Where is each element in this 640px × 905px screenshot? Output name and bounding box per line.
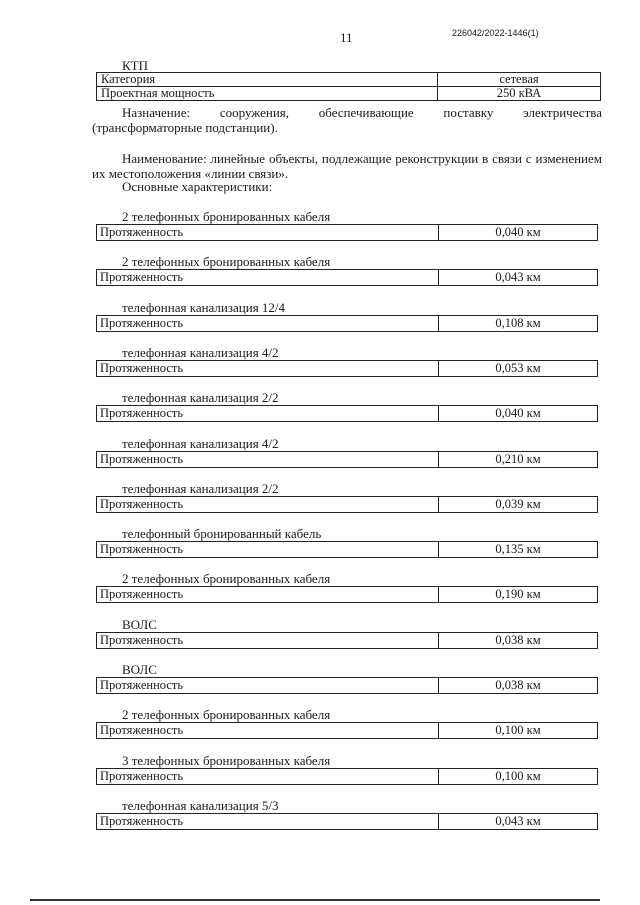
length-label: Протяженность <box>97 225 439 240</box>
item-title: телефонная канализация 2/2 <box>122 480 279 496</box>
item-title: телефонный бронированный кабель <box>122 526 322 542</box>
ktp-category-label: Категория <box>97 73 438 87</box>
table-row <box>96 269 598 286</box>
table-row <box>96 677 598 694</box>
length-value: 0,100 км <box>495 723 541 738</box>
length-value: 0,040 км <box>495 225 541 239</box>
ktp-power-label: Проектная мощность <box>97 87 438 101</box>
length-label: Протяженность <box>97 497 439 512</box>
item-title: 2 телефонных бронированных кабеля <box>122 571 331 587</box>
ktp-heading: КТП <box>122 58 148 73</box>
table-row <box>96 541 598 558</box>
document-id: 226042/2022-1446(1) <box>452 28 539 38</box>
table-row <box>96 496 598 513</box>
length-label: Протяженность <box>97 587 439 602</box>
table-row <box>96 360 598 377</box>
length-value: 0,040 км <box>495 406 541 421</box>
length-label: Протяженность <box>97 678 439 693</box>
length-label: Протяженность <box>97 633 439 648</box>
table-row <box>96 722 598 739</box>
item-title: 3 телефонных бронированных кабеля <box>122 752 331 768</box>
length-label: Протяженность <box>97 769 439 784</box>
table-row <box>96 315 598 332</box>
section-name <box>92 151 602 181</box>
length-value: 0,100 км <box>495 768 541 783</box>
item-title: ВОЛС <box>122 662 157 677</box>
ktp-category-value: сетевая <box>438 73 601 87</box>
ktp-purpose-text: Назначение: сооружения, обеспечивающие поставку электричества (трансформаторные подстанции). <box>92 105 602 135</box>
item-title: телефонная канализация 12/4 <box>122 299 286 315</box>
length-value: 0,135 км <box>495 542 541 557</box>
table-row <box>96 632 598 649</box>
item-title: ВОЛС <box>122 616 157 632</box>
length-label: Протяженность <box>97 316 439 331</box>
item-title: телефонная канализация 2/2 <box>122 390 279 406</box>
length-value: 0,108 км <box>495 315 541 330</box>
length-value: 0,210 км <box>495 451 541 466</box>
ktp-purpose <box>92 105 602 135</box>
page-number: 11 <box>340 30 353 45</box>
length-label: Протяженность <box>97 406 439 421</box>
length-label: Протяженность <box>97 270 439 285</box>
length-label: Протяженность <box>97 542 439 557</box>
footer-line <box>30 899 600 901</box>
item-title: телефонная канализация 4/2 <box>122 435 279 451</box>
item-title: 2 телефонных бронированных кабеля <box>122 707 331 723</box>
length-value: 0,039 км <box>495 496 541 511</box>
length-value: 0,190 км <box>495 587 541 602</box>
length-value: 0,043 км <box>495 270 541 285</box>
item-title: телефонная канализация 5/3 <box>122 797 279 813</box>
item-title: 2 телефонных бронированных кабеля <box>122 254 331 270</box>
length-value: 0,038 км <box>495 678 541 692</box>
table-row <box>97 73 601 87</box>
ktp-power-value: 250 кВА <box>438 87 601 101</box>
section-name-text: Наименование: линейные объекты, подлежащие реконструкции в связи с изменением их местоположения «линии связи». <box>92 151 602 181</box>
length-value: 0,038 км <box>495 632 541 647</box>
length-label: Протяженность <box>97 452 439 467</box>
table-row <box>96 813 598 830</box>
ktp-table <box>96 72 601 101</box>
length-value: 0,043 км <box>495 813 541 828</box>
length-label: Протяженность <box>97 814 439 829</box>
table-row <box>96 224 598 241</box>
table-row <box>96 405 598 422</box>
table-row <box>96 586 598 603</box>
table-row <box>96 768 598 785</box>
length-value: 0,053 км <box>495 360 541 375</box>
table-row <box>97 87 601 101</box>
item-title: телефонная канализация 4/2 <box>122 344 279 360</box>
characteristics-label: Основные характеристики: <box>122 179 273 194</box>
length-label: Протяженность <box>97 361 439 376</box>
table-row <box>96 451 598 468</box>
length-label: Протяженность <box>97 723 439 738</box>
item-title: 2 телефонных бронированных кабеля <box>122 209 331 224</box>
